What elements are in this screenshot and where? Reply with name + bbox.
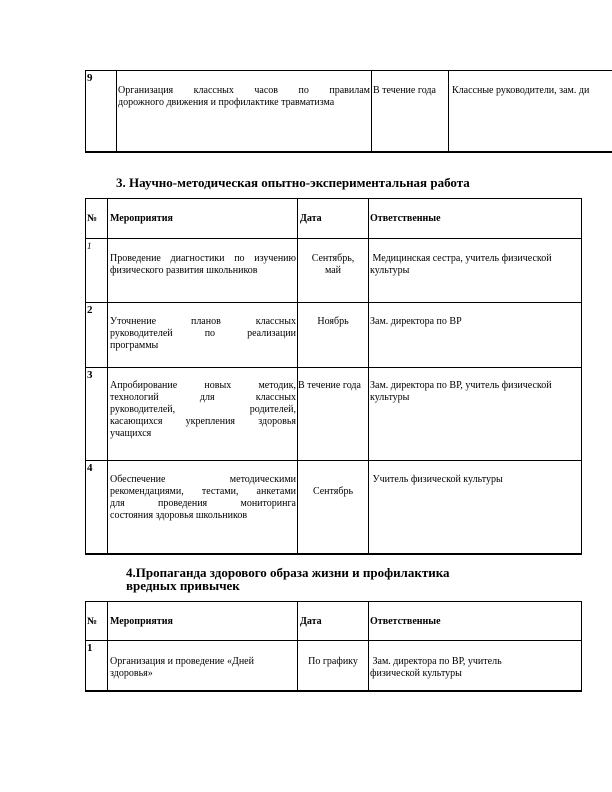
responsible-text: Учитель физической культуры (370, 474, 503, 485)
table-border (297, 601, 298, 692)
table-border (85, 238, 582, 239)
table-border (581, 198, 582, 555)
table-border (85, 70, 612, 71)
section-title: 4.Пропаганда здорового образа жизни и профилактика (126, 565, 450, 580)
event-text: здоровья» (110, 668, 153, 679)
header-responsible: Ответственные (370, 213, 441, 224)
responsible-text: Зам. директора по ВР, учитель (370, 656, 502, 667)
table-border (85, 690, 582, 692)
date-text: май (324, 265, 342, 276)
table-border (116, 70, 117, 152)
responsible-text: физической культуры (370, 668, 462, 679)
table-border (85, 601, 86, 692)
event-text: Обеспечение методическими (110, 474, 296, 485)
table-border (581, 601, 582, 692)
date-text: Сентябрь, (311, 253, 355, 264)
event-text: физического развития школьников (110, 265, 258, 276)
table-border (85, 460, 582, 461)
event-text: рекомендациями, тестами, анкетами (110, 486, 296, 497)
table-border (107, 601, 108, 692)
header-num: № (87, 616, 98, 627)
table-border (85, 640, 582, 641)
responsible-text: Медицинская сестра, учитель физической (370, 253, 552, 264)
table-border (85, 151, 612, 153)
event-text: Апробирование новых методик, (110, 380, 296, 391)
table-border (85, 302, 582, 303)
table-border (297, 198, 298, 555)
header-event: Мероприятия (110, 213, 173, 224)
event-text: для проведения мониторинга (110, 498, 296, 509)
responsible-text: Зам. директора по ВР (370, 316, 462, 327)
event-text: Уточнение планов классных (110, 316, 296, 327)
table-border (371, 70, 372, 152)
row-number: 3 (87, 369, 93, 381)
responsible-text: культуры (370, 392, 410, 403)
event-text: программы (110, 340, 159, 351)
table-border (85, 601, 582, 602)
event-text: учащихся (110, 428, 152, 439)
event-text: технологий для классных (110, 392, 296, 403)
table-border (85, 367, 582, 368)
event-text: Организация классных часов по правилам (118, 85, 370, 96)
table-border (85, 553, 582, 555)
event-text: Организация и проведение «Дней (110, 656, 254, 667)
table-border (85, 198, 86, 555)
event-text: состояния здоровья школьников (110, 510, 248, 521)
date-text: Сентябрь (312, 486, 354, 497)
row-number: 1 (87, 642, 93, 654)
table-border (368, 601, 369, 692)
responsible-text: Зам. директора по ВР, учитель физической (370, 380, 552, 391)
header-date: Дата (300, 616, 322, 627)
responsible-text: Классные руководители, зам. ди (452, 85, 590, 96)
event-text: касающихся укрепления здоровья (110, 416, 296, 427)
table-border (85, 70, 86, 152)
table-border (85, 198, 582, 199)
header-responsible: Ответственные (370, 616, 441, 627)
date-text: Ноябрь (317, 316, 349, 327)
date-text: В течение года (373, 85, 436, 96)
row-number: 2 (87, 304, 93, 316)
header-num: № (87, 213, 98, 224)
row-number: 4 (87, 462, 93, 474)
section-title: 3. Научно-методическая опытно-экспериментальная работа (116, 175, 470, 190)
section-title: вредных привычек (126, 578, 240, 593)
row-number: 1 (87, 241, 92, 251)
event-text: руководителей по реализации (110, 328, 296, 339)
table-border (448, 70, 449, 152)
row-number: 9 (87, 72, 93, 84)
event-text: Проведение диагностики по изучению (110, 253, 296, 264)
date-text: В течение года (298, 380, 361, 391)
table-border (368, 198, 369, 555)
date-text: По графику (308, 656, 358, 667)
event-text: дорожного движения и профилактике травматизма (118, 97, 335, 108)
header-date: Дата (300, 213, 322, 224)
header-event: Мероприятия (110, 616, 173, 627)
event-text: руководителей, родителей, (110, 404, 296, 415)
responsible-text: культуры (370, 265, 410, 276)
table-border (107, 198, 108, 555)
